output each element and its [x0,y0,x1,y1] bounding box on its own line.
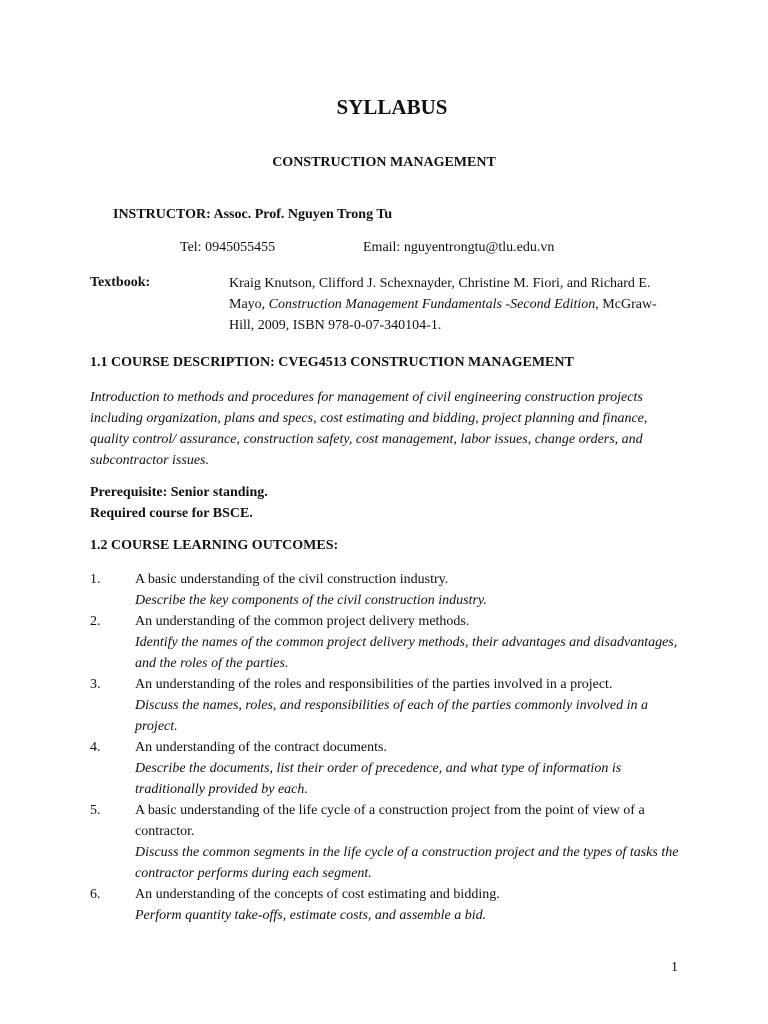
textbook-label: Textbook: [90,275,151,290]
list-item-number: 2. [90,614,101,629]
instructor-line: INSTRUCTOR: Assoc. Prof. Nguyen Trong Tu [113,207,393,222]
outcome-text: An understanding of the roles and responsibilities of the parties involved in a project. [135,677,613,692]
outcome-text: A basic understanding of the civil construction industry. [135,572,449,587]
list-item-number: 6. [90,887,101,902]
list-item [90,674,690,737]
list-item [90,611,690,674]
instructor-email: Email: nguyentrongtu@tlu.edu.vn [363,240,555,255]
list-item [90,800,690,884]
outcome-text: A basic understanding of the life cycle of a construction project from the point of view of a contractor. [135,803,645,839]
instructor-tel: Tel: 0945055455 [180,240,276,255]
section-heading-outcomes: 1.2 COURSE LEARNING OUTCOMES: [90,538,339,553]
outcome-text: An understanding of the contract documents. [135,740,387,755]
list-item [90,737,690,800]
prerequisite-line: Prerequisite: Senior standing. [90,485,268,500]
course-description: Introduction to methods and procedures for management of civil engineering construction projects including organization, plans and specs, cost estimating and bidding, project planning and finance, quality control/ assurance, construction safety, cost management, labor issues, change orders, and subcontractor issues. [90,390,648,468]
list-item-number: 4. [90,740,101,755]
section-heading-description: 1.1 COURSE DESCRIPTION: CVEG4513 CONSTRUCTION MANAGEMENT [90,355,574,370]
outcome-text: An understanding of the common project delivery methods. [135,614,470,629]
textbook-authors: Kraig Knutson, Clifford J. Schexnayder, Christine M. Fiori, and Richard E. Mayo, [229,276,651,312]
textbook-title: Construction Management Fundamentals -Second Edition [268,297,596,312]
list-item-number: 5. [90,803,101,818]
outcome-text: An understanding of the concepts of cost estimating and bidding. [135,887,500,902]
page-number: 1 [671,960,678,975]
list-item-number: 1. [90,572,101,587]
outcome-detail: Discuss the names, roles, and responsibilities of each of the parties commonly involved in a project. [135,698,649,734]
list-item [90,569,690,611]
list-item-number: 3. [90,677,101,692]
outcome-detail: Perform quantity take-offs, estimate costs, and assemble a bid. [135,908,487,923]
outcome-detail: Discuss the common segments in the life cycle of a construction project and the types of tasks the contractor performs during each segment. [135,845,679,881]
course-name: CONSTRUCTION MANAGEMENT [272,155,496,170]
document-title: SYLLABUS [336,95,448,119]
outcome-detail: Describe the key components of the civil construction industry. [135,593,487,608]
outcomes-list [90,569,690,926]
list-item [90,884,690,926]
textbook-publisher: , McGraw-Hill, 2009, ISBN 978-0-07-340104-1. [229,297,657,333]
required-course-line: Required course for BSCE. [90,506,253,521]
outcome-detail: Identify the names of the common project delivery methods, their advantages and disadvantages, and the roles of the parties. [135,635,678,671]
outcome-detail: Describe the documents, list their order of precedence, and what type of information is traditionally provided by each. [135,761,622,797]
textbook-reference [229,273,679,336]
